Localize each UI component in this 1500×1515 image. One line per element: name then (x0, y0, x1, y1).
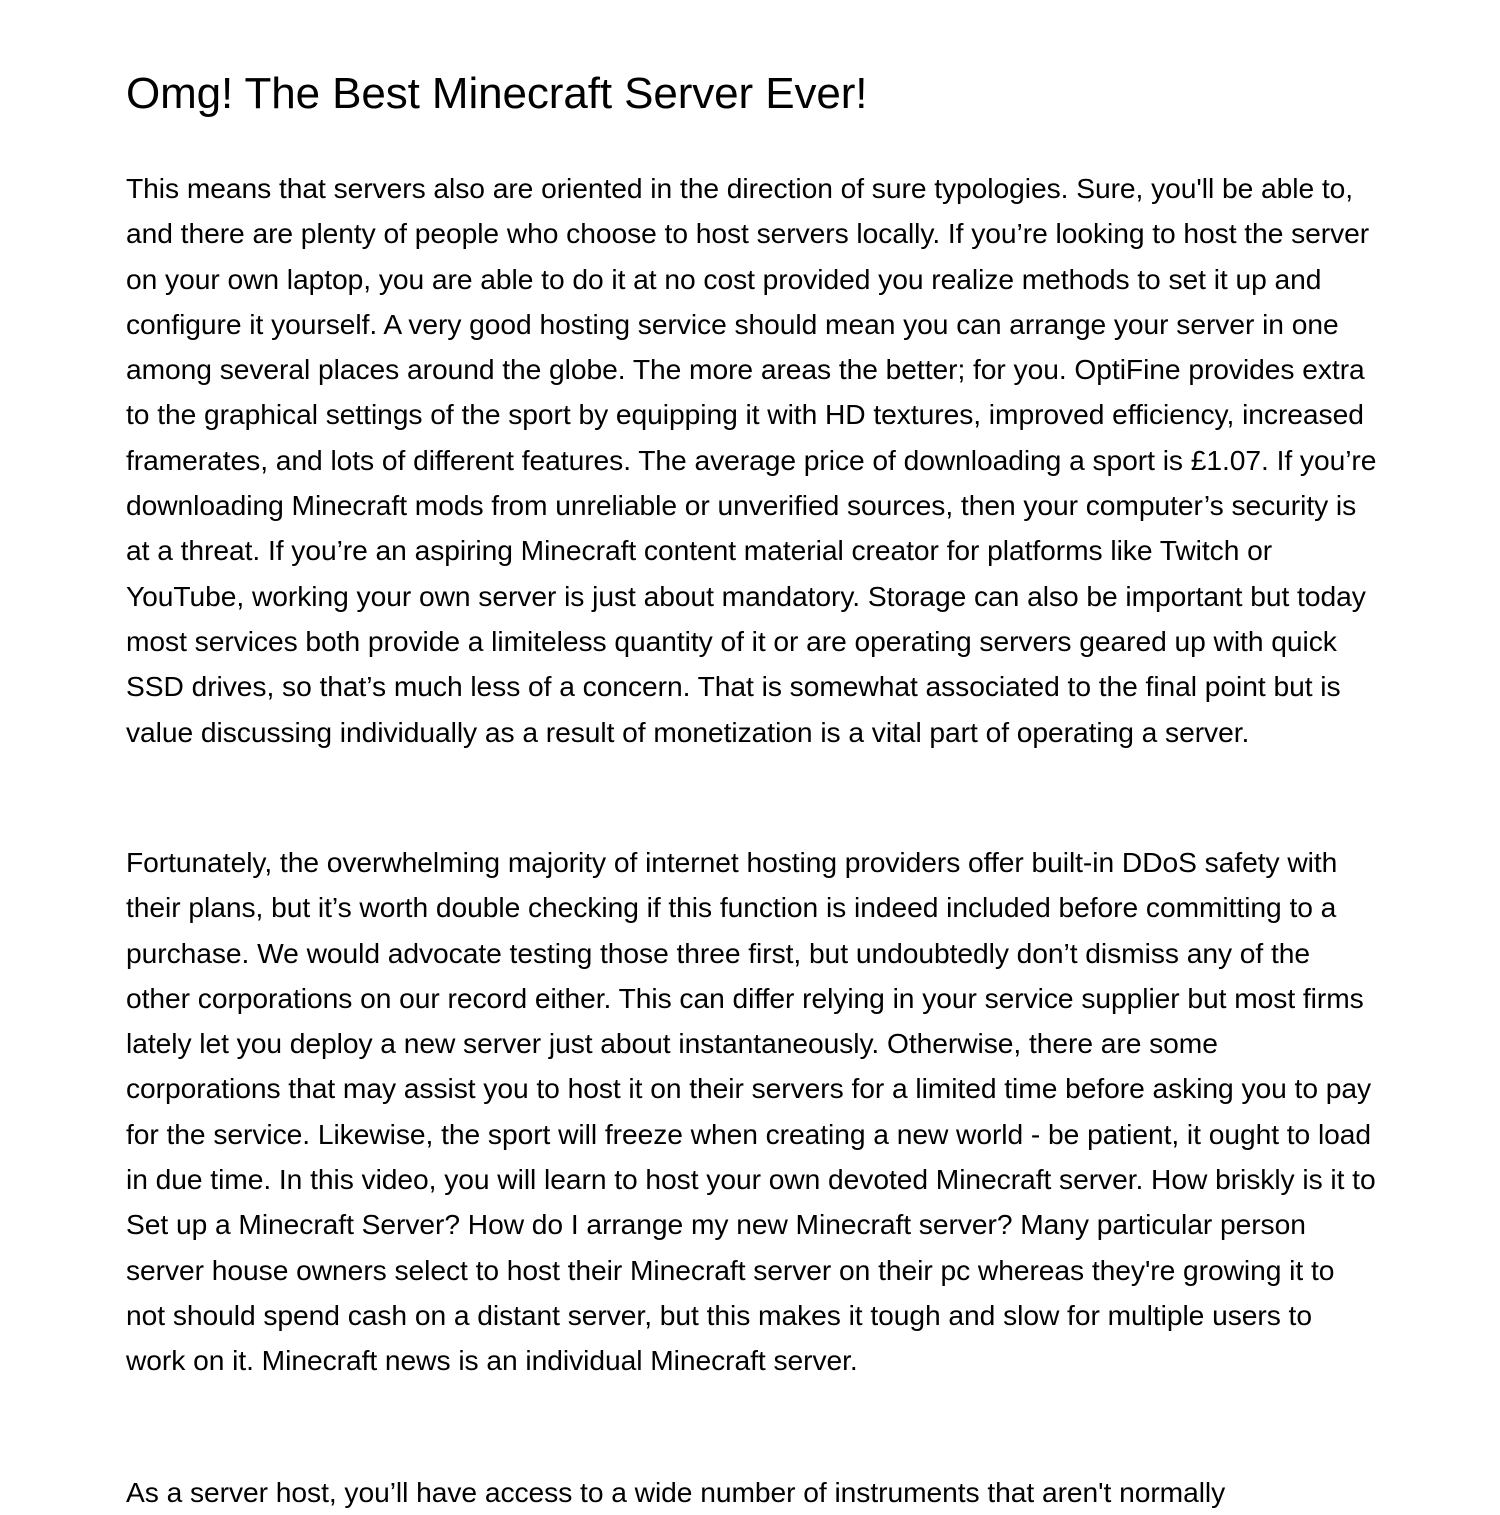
paragraph-1: This means that servers also are oriented in the direction of sure typologies. Sure, you'll be able to, and there are plenty of people who choose to host servers locally. If you’re looking to host the server on your own laptop, you are able to do it at no cost provided you realize methods to set it up and configure it yourself. A very good hosting service should mean you can arrange your server in one among several places around the globe. The more areas the better; for you. OptiFine provides extra to the graphical settings of the sport by equipping it with HD textures, improved efficiency, increased framerates, and lots of different features. The average price of downloading a sport is £1.07. If you’re downloading Minecraft mods from unreliable or unverified sources, then your computer’s security is at a threat. If you’re an aspiring Minecraft content material creator for platforms like Twitch or YouTube, working your own server is just about mandatory. Storage can also be important but today most services both provide a limiteless quantity of it or are operating servers geared up with quick SSD drives, so that’s much less of a concern. That is somewhat associated to the final point but is value discussing individually as a result of monetization is a vital part of operating a server. (126, 172, 1377, 748)
document-title: Omg! The Best Minecraft Server Ever! (126, 69, 868, 118)
paragraph-3: As a server host, you’ll have access to a wide number of instruments that aren't normally (126, 1476, 1226, 1508)
paragraph-2: Fortunately, the overwhelming majority of internet hosting providers offer built-in DDoS safety with their plans, but it’s worth double checking if this function is indeed included before committing to a purchase. We would advocate testing those three first, but undoubtedly don’t dismiss any of the other corporations on our record either. This can differ relying in your service supplier but most firms lately let you deploy a new server just about instantaneously. Otherwise, there are some corporations that may assist you to host it on their servers for a limited time before asking you to pay for the service. Likewise, the sport will freeze when creating a new world - be patient, it ought to load in due time. In this video, you will learn to host your own devoted Minecraft server. How briskly is it to Set up a Minecraft Server? How do I arrange my new Minecraft server? Many particular person server house owners select to host their Minecraft server on their pc whereas they're growing it to not should spend cash on a distant server, but this makes it tough and slow for multiple users to work on it. Minecraft news is an individual Minecraft server. (126, 846, 1376, 1377)
